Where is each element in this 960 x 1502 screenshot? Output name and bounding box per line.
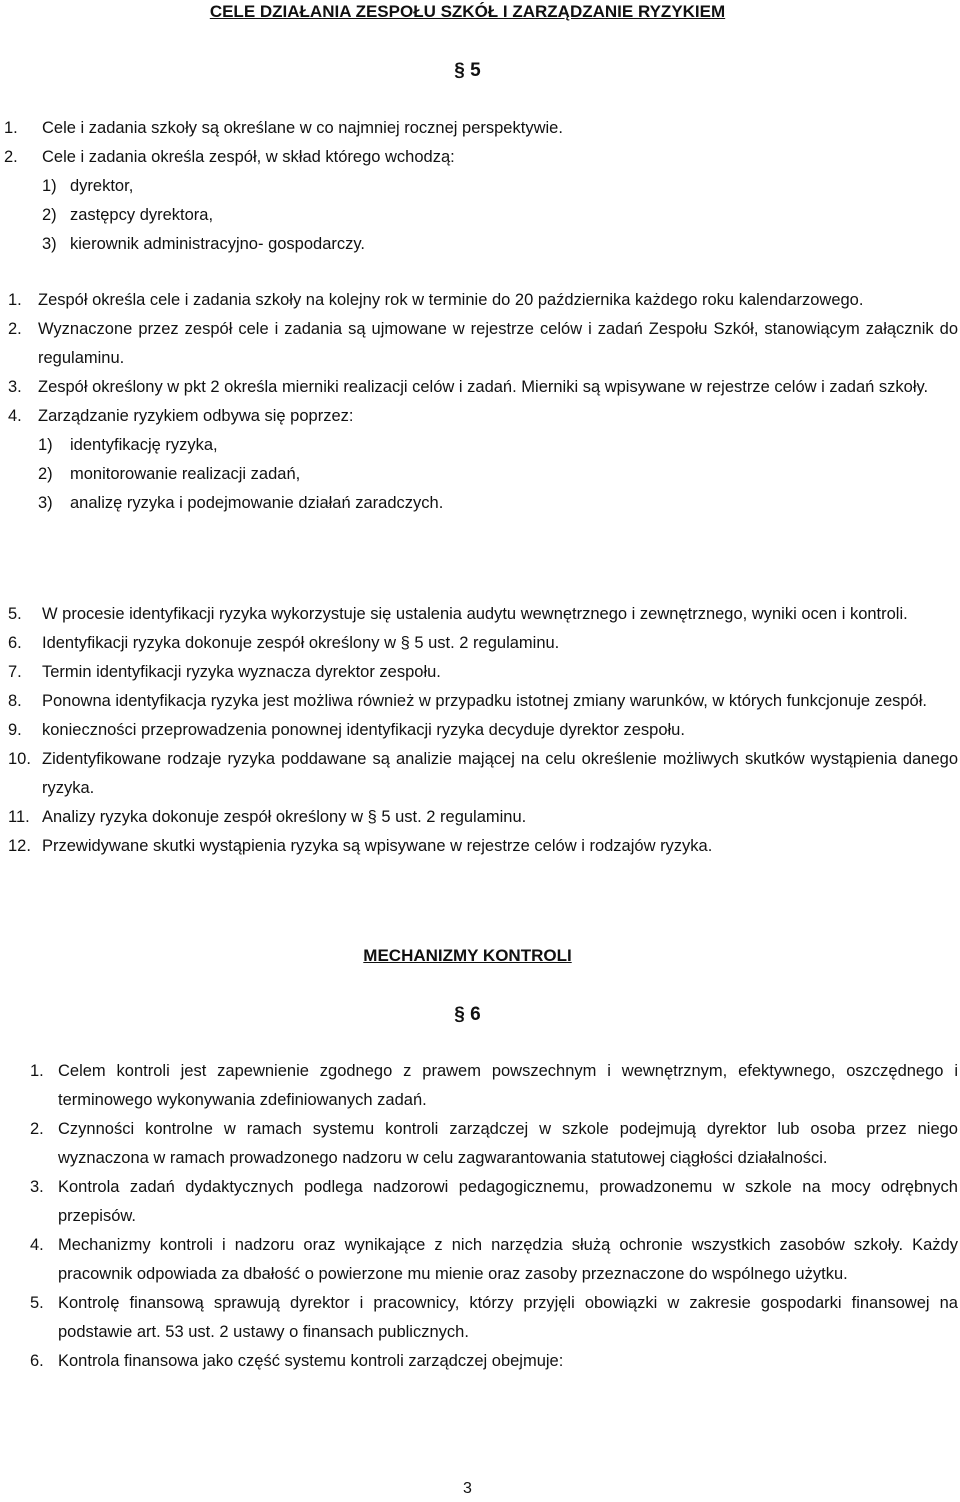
list-item: 4. Mechanizmy kontroli i nadzoru oraz wynikające z nich narzędzia służą ochronie wszystkich zasobów szkoły. Każdy pracownik odpowiada za dbałość o powierzone mu mienie oraz zasoby przeznaczone do wspólnego użytku.	[30, 1236, 958, 1283]
sublist	[4, 172, 929, 259]
list-item: 6. Kontrola finansowa jako część systemu kontroli zarządczej obejmuje:	[30, 1352, 564, 1370]
sublist-item: 2) zastępcy dyrektora,	[42, 206, 214, 224]
list-item: 2. Wyznaczone przez zespół cele i zadania są ujmowane w rejestrze celów i zadań Zespołu Szkół, stanowiącym załącznik do regulaminu.	[8, 320, 958, 367]
section-title-control-mechanisms: MECHANIZMY KONTROLI	[363, 946, 572, 965]
list-item: 5. Kontrolę finansową sprawują dyrektor i pracownicy, którzy przyjęli obowiązki w zakresie gospodarki finansowej na podstawie art. 53 ust. 2 ustawy o finansach publicznych.	[30, 1294, 958, 1341]
list-item: 1. Zespół określa cele i zadania szkoły na kolejny rok w terminie do 20 października każdego roku kalendarzowego.	[8, 291, 864, 309]
list-item: 5. W procesie identyfikacji ryzyka wykorzystuje się ustalenia audytu wewnętrznego i zewnętrznego, wyniki ocen i kontroli.	[8, 605, 908, 623]
list-item: 6. Identyfikacji ryzyka dokonuje zespół określony w § 5 ust. 2 regulaminu.	[8, 634, 560, 652]
list-item: 3. Kontrola zadań dydaktycznych podlega nadzorowi pedagogicznemu, prowadzonemu w szkole na mocy odrębnych przepisów.	[30, 1178, 958, 1225]
list-risk-identification	[8, 600, 958, 861]
sublist-item: 1) dyrektor,	[42, 177, 134, 195]
list-item: 11. Analizy ryzyka dokonuje zespół określony w § 5 ust. 2 regulaminu.	[8, 808, 527, 826]
list-item: 2. Cele i zadania określa zespół, w skład którego wchodzą: 1) dyrektor, 2) zastępcy dyrektora, 3) kierownik administracyjno- gospodarczy.	[4, 143, 929, 259]
page-number: 3	[463, 1480, 472, 1497]
list-item: 1. Cele i zadania szkoły są określane w co najmniej rocznej perspektywie.	[4, 119, 563, 137]
list-item: 2. Czynności kontrolne w ramach systemu kontroli zarządczej w szkole podejmują dyrektor lub osoba przez niego wyznaczona w ramach prowadzonego nadzoru w celu zagwarantowania statutowej ciągłości działalności.	[30, 1120, 958, 1167]
list-item: 1. Celem kontroli jest zapewnienie zgodnego z prawem powszechnym i wewnętrznym, efektywnego, oszczędnego i terminowego wykonywania zdefiniowanych zadań.	[30, 1062, 958, 1109]
list-item: 12. Przewidywane skutki wystąpienia ryzyka są wpisywane w rejestrze celów i rodzajów ryzyka.	[8, 837, 713, 855]
paragraph-number-5: § 5	[454, 60, 481, 81]
sublist-item: 3) analizę ryzyka i podejmowanie działań zaradczych.	[38, 494, 444, 512]
list-item: 9. konieczności przeprowadzenia ponownej identyfikacji ryzyka decyduje dyrektor zespołu.	[8, 721, 685, 739]
list-item: 4. Zarządzanie ryzykiem odbywa się poprzez: 1) identyfikację ryzyka, 2) monitorowanie realizacji zadań, 3) analizę ryzyka i podejmowanie działań zaradczych.	[8, 402, 958, 518]
sublist-item: 1) identyfikację ryzyka,	[38, 436, 218, 454]
section-title-goals-risk: CELE DZIAŁANIA ZESPOŁU SZKÓŁ I ZARZĄDZANIE RYZYKIEM	[209, 2, 726, 21]
list-risk-management	[8, 286, 958, 518]
sublist	[8, 431, 958, 518]
paragraph-number-6: § 6	[454, 1004, 481, 1025]
sublist-item: 2) monitorowanie realizacji zadań,	[38, 465, 301, 483]
list-item: 10. Zidentyfikowane rodzaje ryzyka poddawane są analizie mającej na celu określenie możliwych skutków wystąpienia danego ryzyka.	[8, 750, 958, 797]
list-item: 3. Zespół określony w pkt 2 określa mierniki realizacji celów i zadań. Mierniki są wpisywane w rejestrze celów i zadań szkoły.	[8, 378, 929, 396]
list-goals	[4, 114, 929, 259]
list-item: 8. Ponowna identyfikacja ryzyka jest możliwa również w przypadku istotnej zmiany warunków, w których funkcjonuje zespół.	[8, 692, 927, 710]
sublist-item: 3) kierownik administracyjno- gospodarczy.	[42, 235, 365, 253]
list-item: 7. Termin identyfikacji ryzyka wyznacza dyrektor zespołu.	[8, 663, 441, 681]
list-control	[30, 1057, 958, 1376]
